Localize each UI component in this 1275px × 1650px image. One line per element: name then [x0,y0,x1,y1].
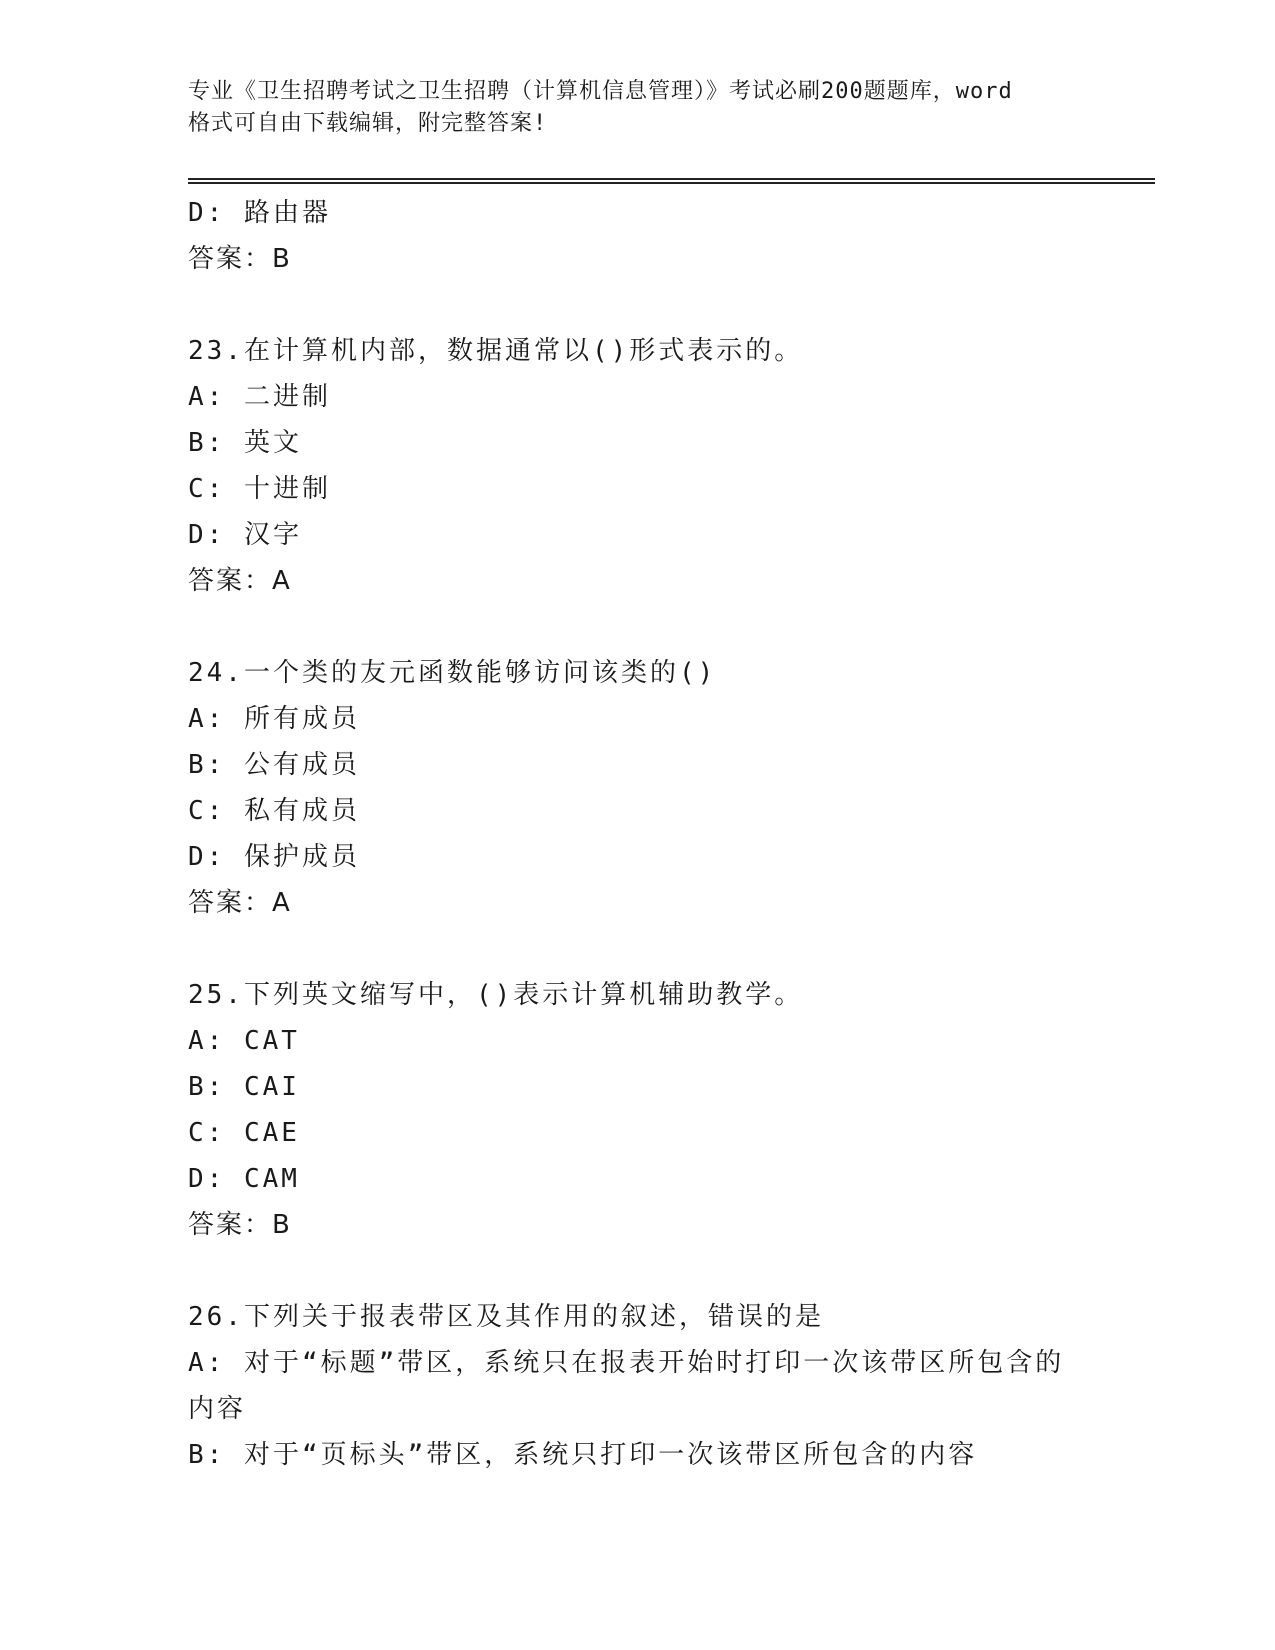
spacer [188,1248,1108,1294]
question-26-option-a-continued: 内容 [188,1394,247,1424]
spacer [188,282,1108,328]
question-25-option-c: C: CAE [188,1118,300,1148]
question-24-option-a: A: 所有成员 [188,704,360,734]
question-25-answer: 答案：B [188,1210,292,1240]
question-26-option-a: A: 对于“标题”带区，系统只在报表开始时打印一次该带区所包含的 [188,1348,1065,1378]
spacer [188,604,1108,650]
question-24-option-c: C: 私有成员 [188,796,360,826]
question-24-option-d: D: 保护成员 [188,842,360,872]
question-23-stem: 23.在计算机内部，数据通常以()形式表示的。 [188,336,804,366]
question-23-answer: 答案：A [188,566,292,596]
question-23-option-a: A: 二进制 [188,382,331,412]
question-23-option-b: B: 英文 [188,428,302,458]
question-25-stem: 25.下列英文缩写中，()表示计算机辅助教学。 [188,980,804,1010]
header-line-2: 格式可自由下载编辑，附完整答案! [188,111,548,136]
header-divider [188,178,1155,183]
question-23-option-d: D: 汉字 [188,520,302,550]
question-25-option-d: D: CAM [188,1164,300,1194]
question-list [188,190,1108,1478]
spacer [188,926,1108,972]
question-25-option-b: B: CAI [188,1072,300,1102]
question-24-stem: 24.一个类的友元函数能够访问该类的() [188,658,717,688]
option-d-prev: D: 路由器 [188,198,331,228]
question-24-option-b: B: 公有成员 [188,750,360,780]
header-line-1: 专业《卫生招聘考试之卫生招聘（计算机信息管理）》考试必刷200题题库，word [188,79,1013,104]
question-26-stem: 26.下列关于报表带区及其作用的叙述，错误的是 [188,1302,824,1332]
answer-prev: 答案：B [188,244,292,274]
question-25-option-a: A: CAT [188,1026,300,1056]
page-header [188,76,1088,140]
question-26-option-b: B: 对于“页标头”带区，系统只打印一次该带区所包含的内容 [188,1440,978,1470]
question-23-option-c: C: 十进制 [188,474,331,504]
question-24-answer: 答案：A [188,888,292,918]
